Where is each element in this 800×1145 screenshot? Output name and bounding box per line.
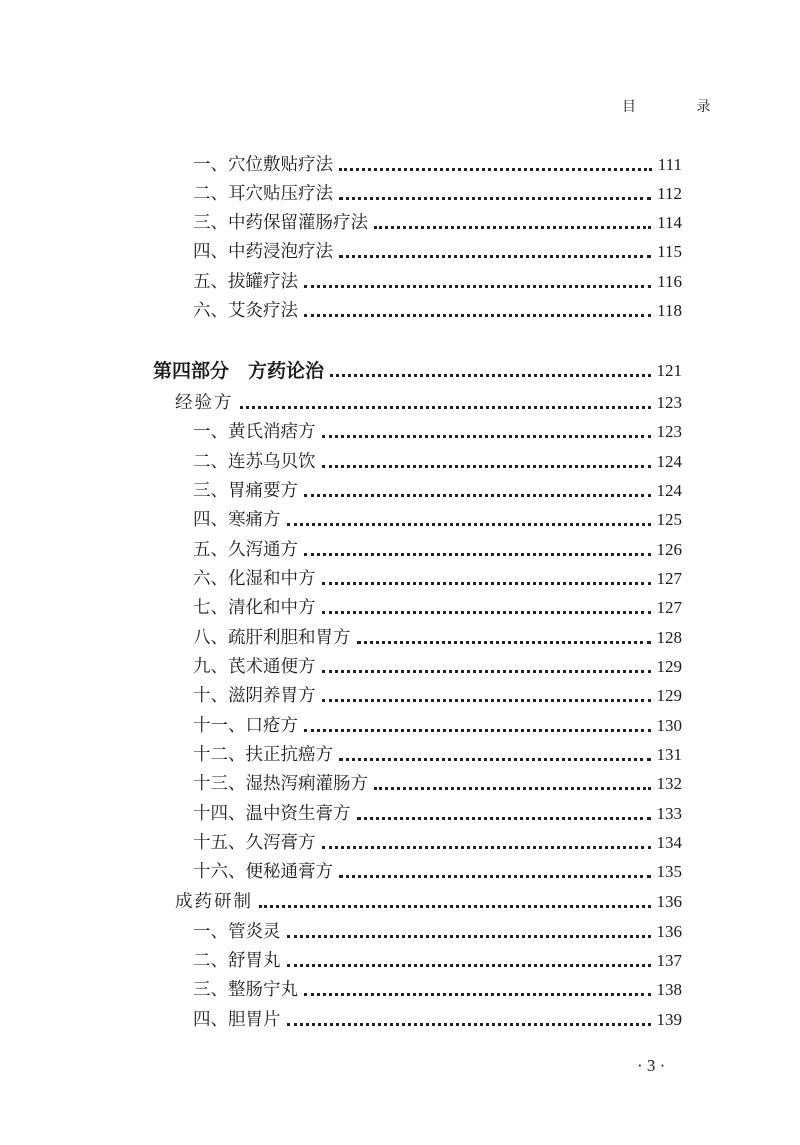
toc-entry[interactable]	[193, 532, 682, 561]
toc-entry-title: 经验方	[175, 393, 234, 413]
leader-dots	[339, 196, 651, 200]
toc-entry-title: 四、中药浸泡疗法	[193, 242, 333, 262]
leader-dots	[357, 816, 651, 820]
toc-entry-page: 115	[657, 242, 682, 261]
leader-dots	[322, 845, 651, 849]
toc-entry[interactable]	[193, 737, 682, 766]
leader-dots	[339, 757, 651, 761]
leader-dots	[304, 284, 651, 288]
toc-entry-title: 一、穴位敷贴疗法	[193, 155, 333, 175]
toc-entry-page: 135	[656, 862, 682, 881]
toc-entry-page: 132	[656, 774, 682, 793]
toc-entry-page: 136	[656, 922, 682, 941]
leader-dots	[287, 522, 651, 526]
toc-entry-page: 138	[656, 980, 682, 999]
toc-entry[interactable]	[193, 854, 682, 883]
leader-dots	[287, 1022, 651, 1026]
toc-entry[interactable]	[193, 678, 682, 707]
leader-dots	[339, 874, 651, 878]
toc-entry-page: 129	[656, 657, 682, 676]
toc-section-heading[interactable]	[175, 385, 682, 414]
toc-entry-page: 136	[656, 892, 682, 911]
toc-entry-page: 123	[656, 393, 682, 412]
toc-entry-title: 十、滋阴养胃方	[193, 686, 316, 706]
toc-entry-page: 111	[657, 155, 682, 174]
toc-entry-title: 三、胃痛要方	[193, 481, 298, 501]
toc-entry[interactable]	[193, 914, 682, 943]
toc-entry-title: 十二、扶正抗癌方	[193, 745, 333, 765]
toc-entry-page: 121	[656, 361, 682, 380]
toc-entry-page: 124	[656, 481, 682, 500]
toc-entry[interactable]	[193, 502, 682, 531]
running-header: 目 录	[622, 99, 739, 115]
toc-entry-title: 七、清化和中方	[193, 598, 316, 618]
leader-dots	[357, 640, 651, 644]
toc-entry-title: 十三、湿热泻痢灌肠方	[193, 774, 368, 794]
leader-dots	[322, 464, 651, 468]
toc-entry[interactable]	[193, 147, 682, 176]
leader-dots	[304, 992, 651, 996]
toc-entry[interactable]	[193, 708, 682, 737]
toc-entry-page: 128	[656, 628, 682, 647]
toc-entry-title: 六、艾灸疗法	[193, 301, 298, 321]
leader-dots	[322, 434, 651, 438]
toc-entry[interactable]	[193, 473, 682, 502]
leader-dots	[322, 610, 651, 614]
toc-entry-title: 五、久泻通方	[193, 540, 298, 560]
toc-entry[interactable]	[193, 796, 682, 825]
toc-entry-page: 133	[656, 804, 682, 823]
toc-entry-title: 十五、久泻膏方	[193, 833, 316, 853]
toc-entry[interactable]	[193, 766, 682, 795]
toc-entry-title: 四、胆胃片	[193, 1010, 281, 1030]
toc-entry-page: 137	[656, 951, 682, 970]
toc-entry-title: 五、拔罐疗法	[193, 272, 298, 292]
toc-entry[interactable]	[193, 293, 682, 322]
leader-dots	[304, 313, 651, 317]
toc-entry-page: 134	[656, 833, 682, 852]
toc-entry-title: 二、连苏乌贝饮	[193, 452, 316, 472]
toc-entry-page: 130	[656, 716, 682, 735]
toc-entry-page: 139	[656, 1010, 682, 1029]
toc-entry-page: 126	[656, 540, 682, 559]
toc-entry-title: 六、化湿和中方	[193, 569, 316, 589]
toc-entry-page: 116	[657, 272, 682, 291]
toc-entry-page: 124	[656, 452, 682, 471]
toc-entry-title: 成药研制	[175, 892, 253, 912]
leader-dots	[287, 963, 651, 967]
toc-entry-page: 114	[657, 213, 682, 232]
toc-entry[interactable]	[193, 234, 682, 263]
leader-dots	[322, 698, 651, 702]
leader-dots	[287, 934, 651, 938]
toc-entry[interactable]	[193, 205, 682, 234]
toc-entry[interactable]	[193, 825, 682, 854]
leader-dots	[240, 405, 651, 409]
leader-dots	[322, 669, 651, 673]
page-number: · 3 ·	[637, 1056, 666, 1075]
leader-dots	[304, 493, 651, 497]
toc-entry-page: 112	[657, 184, 682, 203]
toc-entry-page: 127	[656, 569, 682, 588]
toc-entry-title: 十六、便秘通膏方	[193, 862, 333, 882]
toc-entry-title: 二、舒胃丸	[193, 951, 281, 971]
toc-entry-title: 一、黄氏消痞方	[193, 422, 316, 442]
toc-entry[interactable]	[193, 943, 682, 972]
toc-entry[interactable]	[193, 414, 682, 443]
leader-dots	[322, 581, 651, 585]
leader-dots	[304, 728, 651, 732]
leader-dots	[304, 552, 651, 556]
toc-entry[interactable]	[193, 972, 682, 1001]
toc-entry[interactable]	[193, 561, 682, 590]
leader-dots	[259, 904, 651, 908]
toc-entry[interactable]	[193, 1002, 682, 1031]
toc-entry-page: 131	[656, 745, 682, 764]
toc-entry-title: 四、寒痛方	[193, 510, 281, 530]
toc-entry-title: 第四部分 方药论治	[153, 360, 325, 382]
toc-entry-page: 118	[657, 301, 682, 320]
toc-entry[interactable]	[193, 176, 682, 205]
toc-entry-page: 123	[656, 422, 682, 441]
leader-dots	[339, 167, 652, 171]
toc-entry-title: 三、中药保留灌肠疗法	[193, 213, 368, 233]
toc-entry[interactable]	[193, 649, 682, 678]
toc-entry-title: 三、整肠宁丸	[193, 980, 298, 1000]
toc-section-heading[interactable]	[175, 884, 682, 913]
toc-entry-title: 十四、温中资生膏方	[193, 804, 351, 824]
toc-entry[interactable]	[193, 444, 682, 473]
toc-entry[interactable]	[193, 590, 682, 619]
leader-dots	[330, 373, 650, 377]
toc-entry[interactable]	[193, 620, 682, 649]
toc-entry-page: 127	[656, 598, 682, 617]
toc-entry-page: 129	[656, 686, 682, 705]
leader-dots	[374, 225, 651, 229]
leader-dots	[339, 254, 651, 258]
toc-entry-title: 八、疏肝利胆和胃方	[193, 628, 351, 648]
toc-entry[interactable]	[193, 264, 682, 293]
toc-entry-title: 九、芪术通便方	[193, 657, 316, 677]
toc-entry-title: 十一、口疮方	[193, 716, 298, 736]
toc-part-heading[interactable]	[153, 353, 682, 382]
toc-entry-page: 125	[656, 510, 682, 529]
toc-entry-title: 二、耳穴贴压疗法	[193, 184, 333, 204]
toc-entry-title: 一、管炎灵	[193, 922, 281, 942]
leader-dots	[374, 786, 651, 790]
